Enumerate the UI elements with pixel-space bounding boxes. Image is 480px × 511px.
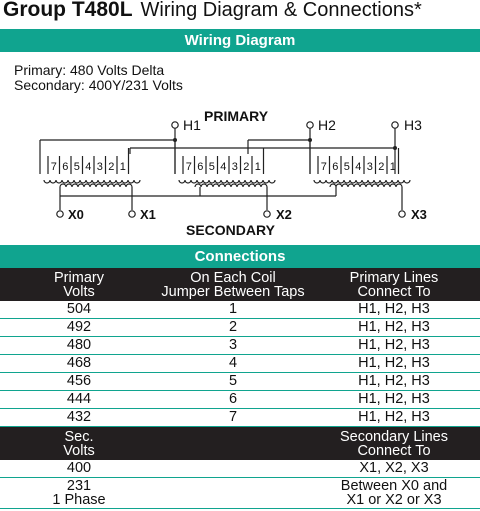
table-cell: 1	[158, 301, 308, 319]
tap-number: 6	[62, 161, 69, 173]
table-cell: 504	[0, 301, 158, 319]
document-subtitle: Wiring Diagram & Connections*	[140, 0, 422, 21]
table-row	[0, 301, 480, 319]
h2-label: H2	[318, 117, 336, 133]
table-cell	[158, 478, 308, 509]
primary-winding	[179, 180, 275, 183]
column-header: Secondary Lines Connect To	[308, 427, 480, 461]
table-cell: 5	[158, 373, 308, 391]
table-row	[0, 460, 480, 478]
h2-terminal	[307, 122, 313, 128]
table-cell: 3	[158, 337, 308, 355]
tap-number: 5	[343, 161, 350, 173]
table-cell: 231 1 Phase	[0, 478, 158, 509]
table-cell: H1, H2, H3	[308, 373, 480, 391]
tap-number: 4	[85, 161, 92, 173]
table-cell: 432	[0, 409, 158, 427]
tap-number: 2	[243, 161, 250, 173]
table-cell: 400	[0, 460, 158, 478]
secondary-spec: Secondary: 400Y/231 Volts	[14, 77, 183, 93]
table-cell: H1, H2, H3	[308, 337, 480, 355]
tap-number: 4	[220, 161, 227, 173]
tap-number: 3	[366, 161, 373, 173]
column-header: Primary Volts	[0, 268, 158, 301]
connections-table	[0, 268, 480, 509]
primary-winding	[44, 180, 140, 183]
tap-number: 5	[208, 161, 215, 173]
wiring-diagram	[0, 100, 480, 245]
table-cell: 7	[158, 409, 308, 427]
x2-terminal	[264, 211, 270, 217]
table-cell: 492	[0, 319, 158, 337]
x1-terminal	[129, 211, 135, 217]
secondary-winding	[195, 184, 267, 187]
table-cell: 456	[0, 373, 158, 391]
group-name: Group T480L	[3, 0, 133, 21]
tap-number: 7	[185, 161, 192, 173]
tap-number: 1	[254, 161, 261, 173]
table-cell: 6	[158, 391, 308, 409]
table-cell: 444	[0, 391, 158, 409]
x2-label: X2	[276, 207, 292, 222]
table-row	[0, 409, 480, 427]
primary-label: PRIMARY	[204, 108, 269, 124]
x3-label: X3	[411, 207, 427, 222]
table-cell	[158, 460, 308, 478]
secondary-winding	[330, 184, 402, 187]
table-row	[0, 319, 480, 337]
table-cell: 4	[158, 355, 308, 373]
h1-terminal	[172, 122, 178, 128]
x0-terminal	[57, 211, 63, 217]
table-cell: X1, X2, X3	[308, 460, 480, 478]
primary-spec: Primary: 480 Volts Delta	[14, 62, 165, 78]
tap-number: 7	[50, 161, 57, 173]
table-row	[0, 373, 480, 391]
tap-number: 5	[73, 161, 80, 173]
tap-number: 7	[320, 161, 327, 173]
table-row	[0, 355, 480, 373]
column-header: On Each Coil Jumper Between Taps	[158, 268, 308, 301]
h1-label: H1	[183, 117, 201, 133]
column-header: Sec. Volts	[0, 427, 158, 461]
h3-label: H3	[404, 117, 422, 133]
table-cell: Between X0 and X1 or X2 or X3	[308, 478, 480, 509]
tap-number: 3	[96, 161, 103, 173]
table-cell: 2	[158, 319, 308, 337]
column-header	[158, 427, 308, 461]
tap-number: 6	[197, 161, 204, 173]
tap-number: 4	[355, 161, 362, 173]
primary-winding	[314, 180, 410, 183]
table-cell: H1, H2, H3	[308, 319, 480, 337]
tap-number: 3	[231, 161, 238, 173]
connections-band: Connections	[0, 245, 480, 268]
wiring-diagram-band: Wiring Diagram	[0, 29, 480, 52]
table-cell: H1, H2, H3	[308, 409, 480, 427]
secondary-label: SECONDARY	[186, 222, 275, 238]
table-row	[0, 478, 480, 509]
table-cell: H1, H2, H3	[308, 301, 480, 319]
x0-label: X0	[68, 207, 84, 222]
x1-label: X1	[140, 207, 156, 222]
page-title	[3, 0, 422, 26]
secondary-winding	[60, 184, 132, 187]
table-cell: H1, H2, H3	[308, 391, 480, 409]
table-header-row	[0, 268, 480, 301]
table-header-row	[0, 427, 480, 461]
x3-terminal	[399, 211, 405, 217]
table-row	[0, 391, 480, 409]
tap-number: 1	[389, 161, 396, 173]
column-header: Primary Lines Connect To	[308, 268, 480, 301]
tap-number: 1	[119, 161, 126, 173]
table-row	[0, 337, 480, 355]
tap-number: 6	[332, 161, 339, 173]
tap-number: 2	[108, 161, 115, 173]
table-cell: 468	[0, 355, 158, 373]
tap-number: 2	[378, 161, 385, 173]
table-cell: 480	[0, 337, 158, 355]
table-cell: H1, H2, H3	[308, 355, 480, 373]
h3-terminal	[392, 122, 398, 128]
